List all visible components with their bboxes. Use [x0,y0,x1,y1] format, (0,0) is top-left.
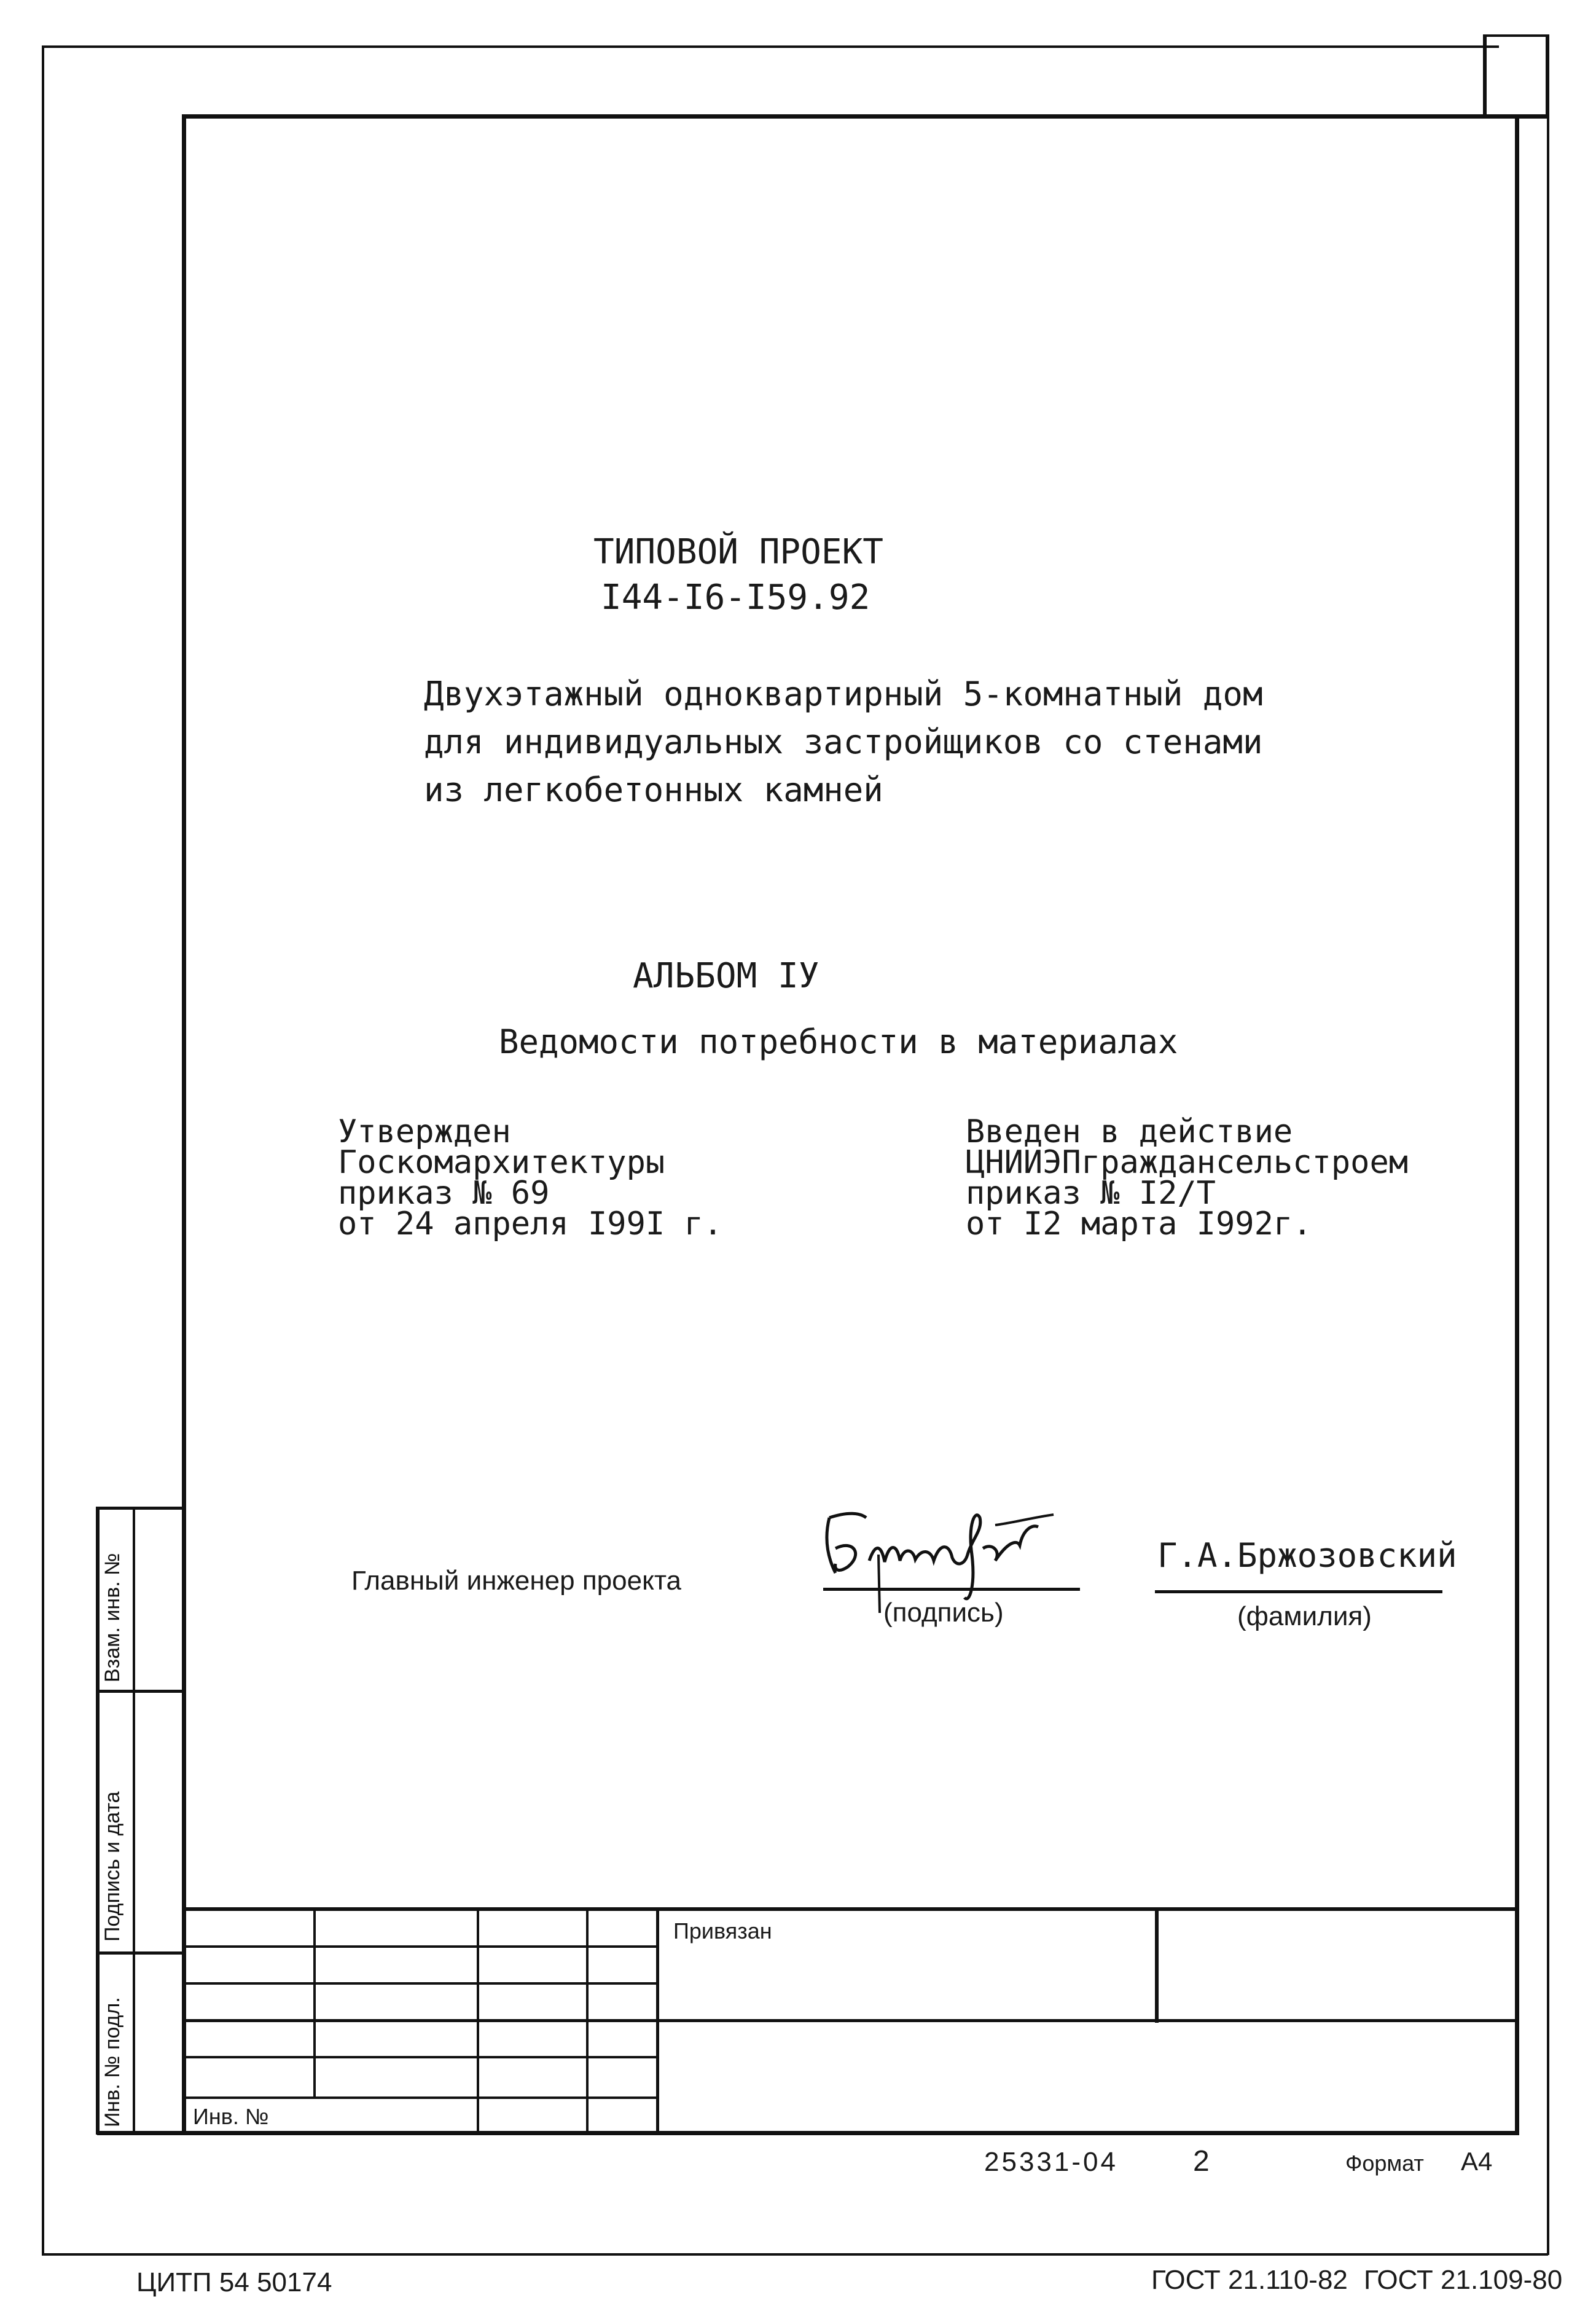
inv-no-label: Инв. № [193,2104,269,2129]
outer-frame-bottom [42,2253,1548,2256]
project-number: I44-I6-I59.92 [601,578,870,618]
sheet-number: 2 [1193,2145,1210,2178]
title-block-top [184,1907,1517,1911]
album-subtitle: Ведомости потребности в материалах [499,1022,1178,1061]
title-block-col-1 [313,1908,316,2096]
name-underline [1155,1590,1442,1593]
title-block-row-3 [184,2019,1517,2022]
side-stamp-sep-2 [96,1951,186,1955]
format-label: Формат [1345,2151,1424,2176]
title-block-col-4 [656,1908,659,2133]
outer-frame-left [42,45,44,2254]
project-description-line-1: Двухэтажный одноквартирный 5-комнатный дом [424,675,1263,713]
gost-109: ГОСТ 21.109-80 [1364,2265,1563,2295]
approved-line-2: Госкомархитектуры [338,1144,665,1181]
inner-frame-left [182,114,186,2135]
privyazan-label: Привязан [673,1918,772,1943]
corner-tab-left [1483,34,1487,117]
signature-underline [823,1588,1080,1591]
name-caption: (фамилия) [1237,1601,1372,1631]
project-description-line-2: для индивидуальных застройщиков со стенами [424,723,1263,761]
left-code: ЦИТП 54 50174 [136,2267,332,2297]
title-block-col-5 [1155,1908,1159,2023]
side-stamp-inner-divider [133,1508,135,2135]
format-value: А4 [1461,2147,1493,2176]
approved-line-1: Утвержден [338,1113,511,1150]
outer-frame-top [42,45,1499,48]
side-stamp-outer-left [96,1508,100,2135]
enacted-line-4: от I2 марта I992г. [966,1206,1312,1242]
approved-line-3: приказ № 69 [338,1175,550,1212]
document-number: 25331-04 [984,2147,1118,2177]
title-block-col-3 [586,1908,589,2133]
outer-frame-right [1547,109,1549,2255]
signature-caption: (подпись) [883,1598,1004,1628]
enacted-line-2: ЦНИИЭПгражданcельстроем [966,1144,1409,1181]
side-stamp-inv-podl: Инв. № подл. [101,1997,124,2127]
side-stamp-zam-inv: Взам. инв. № [101,1553,124,1682]
inner-frame-right [1515,114,1519,2135]
side-stamp-top [96,1507,186,1510]
album-title: АЛЬБОМ IУ [633,956,820,996]
enacted-line-1: Введен в действие [966,1113,1293,1150]
project-description-line-3: из легкобетонных камней [424,771,883,809]
chief-engineer-name: Г.А.Бржозовский [1157,1536,1457,1575]
corner-tab-bottom [183,114,1549,119]
title-block-col-2 [477,1908,479,2133]
side-stamp-sep-1 [96,1690,186,1693]
corner-tab-right [1546,34,1549,117]
corner-tab-top [1483,34,1549,37]
side-stamp-sign-date: Подпись и дата [101,1791,124,1942]
gost-110: ГОСТ 21.110-82 [1151,2265,1348,2295]
enacted-line-3: приказ № I2/Т [966,1175,1216,1212]
chief-engineer-label: Главный инженер проекта [351,1566,681,1596]
inner-frame-bottom [97,2131,1519,2135]
approved-line-4: от 24 апреля I99I г. [338,1206,723,1242]
project-title: ТИПОВОЙ ПРОЕКТ [593,532,884,572]
